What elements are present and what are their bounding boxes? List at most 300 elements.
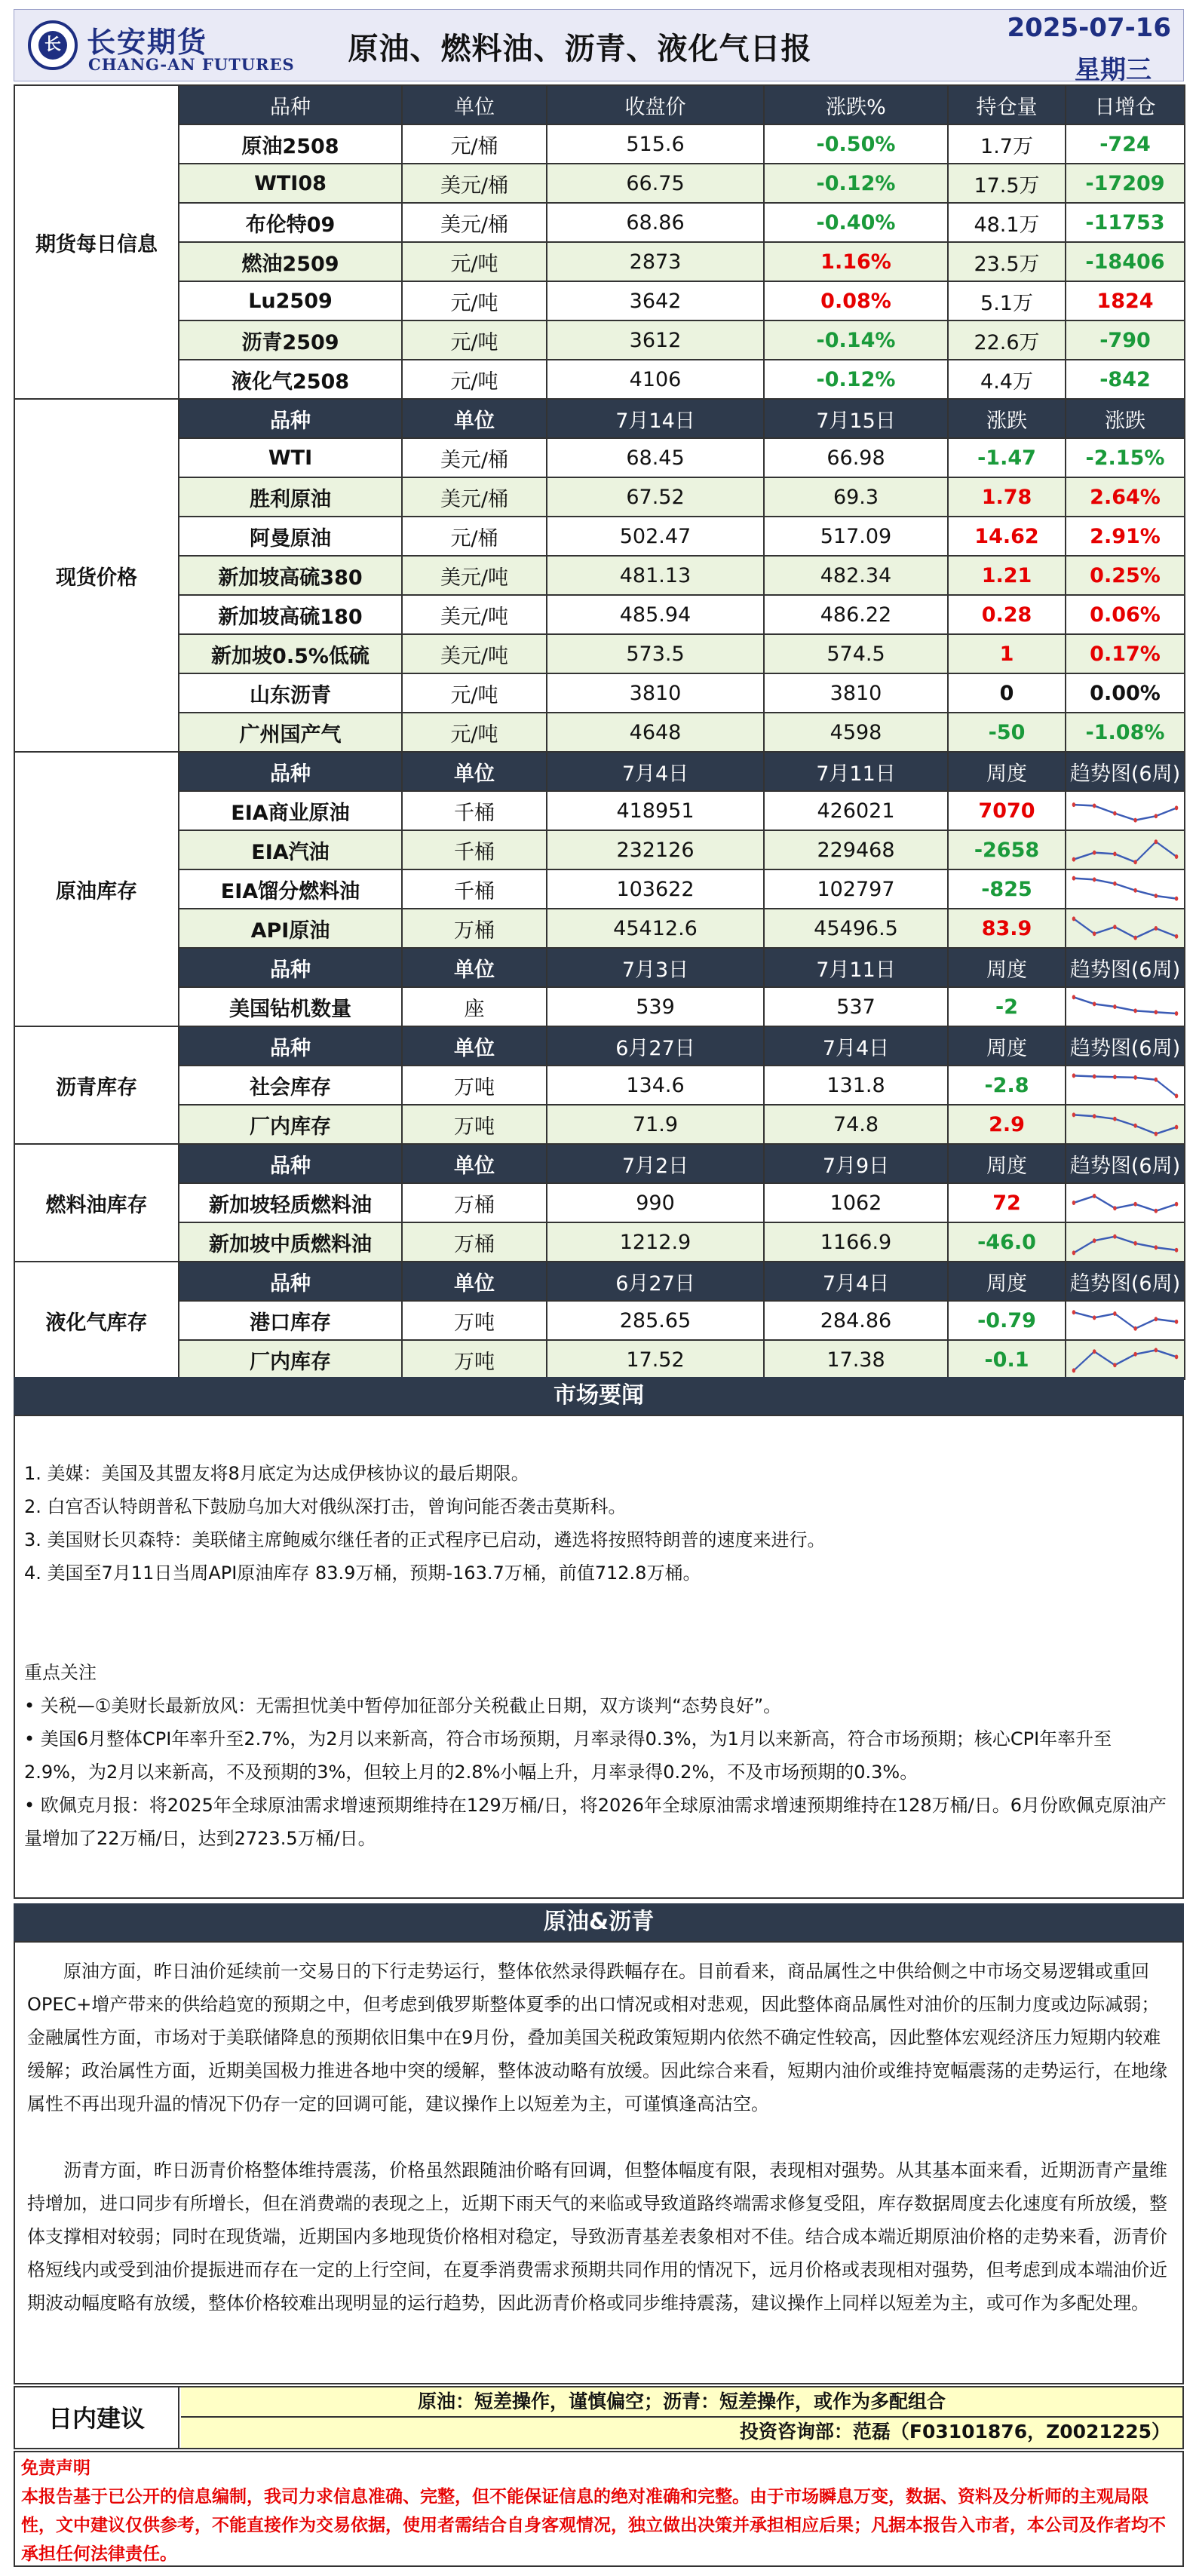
row-change-pct: 0.17% [1066, 634, 1185, 673]
row-name: 新加坡高硫380 [179, 556, 402, 595]
row-value-2: 486.22 [764, 595, 948, 634]
trend-point [1072, 1310, 1075, 1314]
logo-en-text: CHANG-AN FUTURES [88, 55, 295, 74]
row-weekly-change: 72 [948, 1183, 1066, 1222]
column-header: 涨跌% [764, 85, 948, 124]
row-name: EIA汽油 [179, 830, 402, 869]
advice-box [14, 2386, 1184, 2449]
trend-line [1074, 918, 1176, 937]
row-name: 山东沥青 [179, 673, 402, 713]
row-change-pct: 0.25% [1066, 556, 1185, 595]
column-header: 7月14日 [547, 399, 764, 438]
row-change-pct: 2.91% [1066, 517, 1185, 556]
table-row [14, 634, 1185, 673]
row-unit: 美元/桶 [402, 203, 547, 242]
column-header: 单位 [402, 948, 547, 987]
table-row [14, 281, 1185, 320]
row-name: API原油 [179, 909, 402, 948]
trend-sparkline [1066, 909, 1185, 948]
row-value-1: 481.13 [547, 556, 764, 595]
trend-point [1133, 860, 1136, 864]
trend-point [1155, 1245, 1158, 1250]
trend-point [1113, 1234, 1116, 1239]
trend-point [1133, 936, 1136, 940]
data-table [14, 84, 1185, 1380]
row-unit: 万吨 [402, 1301, 547, 1340]
column-header: 涨跌 [1066, 399, 1185, 438]
row-value-2: 284.86 [764, 1301, 948, 1340]
row-name: 新加坡轻质燃料油 [179, 1183, 402, 1222]
row-unit: 万吨 [402, 1340, 547, 1379]
section-label: 原油库存 [14, 752, 179, 1026]
table-row [14, 909, 1185, 948]
trend-line [1074, 1115, 1176, 1133]
trend-sparkline [1066, 1183, 1185, 1222]
table-row [14, 477, 1185, 517]
column-header: 日增仓 [1066, 85, 1185, 124]
column-header: 单位 [402, 752, 547, 791]
row-weekly-change: 7070 [948, 791, 1066, 830]
trend-point [1133, 818, 1136, 823]
row-value-1: 4648 [547, 713, 764, 752]
analysis-paragraph: 原油方面，昨日油价延续前一交易日的下行走势运行，整体依然录得跌幅存在。目前看来，商品属性之中供给侧之中市场交易逻辑或重回OPEC+增产带来的供给趋宽的预期之中，但考虑到俄罗斯整体夏季的出口情况或相对悲观，因此整体商品属性对油价的压制力度或边际减弱；金融属性方面，市场对于美联储降息的预期依旧集中在9月份，叠加美国关税政策短期内依然不确定性较高，因此整体宏观经济压力短期内较难缓解；政治属性方面，近期美国极力推进各地中突的缓解，整体波动略有放缓。因此综合来看，短期内油价或维持宽幅震荡的走势运行，在地缘属性不再出现升温的情况下仍存一定的回调可能，建议操作上以短差为主，可谨慎逢高沽空。 [27, 1961, 1167, 2114]
news-item: 2. 白宫否认特朗普私下鼓励乌加大对俄纵深打击，曾询问能否袭击莫斯科。 [24, 1496, 627, 1517]
row-value-1: 232126 [547, 830, 764, 869]
row-change: 1.21 [948, 556, 1066, 595]
trend-point [1072, 802, 1075, 807]
row-value-2: 229468 [764, 830, 948, 869]
disclaimer-box [14, 2451, 1184, 2567]
trend-sparkline [1066, 791, 1185, 830]
row-value-1: 1212.9 [547, 1222, 764, 1262]
row-unit: 千桶 [402, 791, 547, 830]
column-header: 趋势图(6周) [1066, 1144, 1185, 1183]
row-unit: 美元/桶 [402, 438, 547, 477]
trend-point [1155, 1078, 1158, 1082]
column-header: 7月4日 [764, 1026, 948, 1066]
trend-point [1093, 1114, 1096, 1118]
trend-sparkline [1066, 1340, 1185, 1379]
column-header: 品种 [179, 1026, 402, 1066]
row-value-1: 990 [547, 1183, 764, 1222]
row-change-pct: -0.40% [764, 203, 948, 242]
trend-point [1093, 1315, 1096, 1320]
row-value-1: 17.52 [547, 1340, 764, 1379]
row-change-pct: 0.08% [764, 281, 948, 320]
table-header-row [14, 1262, 1185, 1301]
trend-point [1093, 804, 1096, 808]
trend-point [1093, 851, 1096, 855]
trend-sparkline-svg [1069, 1343, 1181, 1376]
trend-point [1175, 1202, 1178, 1207]
row-unit: 万吨 [402, 1105, 547, 1144]
trend-point [1175, 1354, 1178, 1359]
advice-label: 日内建议 [15, 2387, 179, 2448]
trend-line [1074, 1237, 1176, 1253]
row-change-pct: -0.50% [764, 124, 948, 164]
row-unit: 元/吨 [402, 360, 547, 399]
trend-point [1072, 1073, 1075, 1078]
trend-point [1133, 1202, 1136, 1207]
row-change-pct: 1.16% [764, 242, 948, 281]
column-header: 7月3日 [547, 948, 764, 987]
section-label: 期货每日信息 [14, 85, 179, 399]
trend-point [1093, 1074, 1096, 1078]
row-name: 新加坡0.5%低硫 [179, 634, 402, 673]
section-label: 现货价格 [14, 399, 179, 752]
trend-point [1072, 1250, 1075, 1255]
trend-sparkline [1066, 830, 1185, 869]
row-open-interest: 17.5万 [948, 164, 1066, 203]
column-header: 品种 [179, 752, 402, 791]
column-header: 7月11日 [764, 948, 948, 987]
column-header: 周度 [948, 1144, 1066, 1183]
row-value-2: 1166.9 [764, 1222, 948, 1262]
row-open-interest: 48.1万 [948, 203, 1066, 242]
row-value-1: 45412.6 [547, 909, 764, 948]
row-unit: 元/吨 [402, 242, 547, 281]
trend-point [1155, 1317, 1158, 1321]
row-unit: 元/吨 [402, 673, 547, 713]
column-header: 7月2日 [547, 1144, 764, 1183]
logo-mark: 长 [38, 31, 67, 60]
row-close: 3642 [547, 281, 764, 320]
report-header [14, 9, 1184, 85]
table-header-row [14, 399, 1185, 438]
row-name: 港口库存 [179, 1301, 402, 1340]
row-name: 胜利原油 [179, 477, 402, 517]
section-label: 燃料油库存 [14, 1144, 179, 1262]
column-header: 单位 [402, 1026, 547, 1066]
table-row [14, 869, 1185, 909]
logo-cn-text: 长安期货 [87, 26, 208, 59]
row-unit: 美元/吨 [402, 556, 547, 595]
news-item: 3. 美国财长贝森特：美联储主席鲍威尔继任者的正式程序已启动，遴选将按照特朗普的速度来进行。 [24, 1529, 826, 1550]
row-unit: 元/吨 [402, 320, 547, 360]
row-value-2: 574.5 [764, 634, 948, 673]
row-value-2: 69.3 [764, 477, 948, 517]
column-header: 品种 [179, 85, 402, 124]
row-unit: 千桶 [402, 869, 547, 909]
trend-point [1093, 1194, 1096, 1198]
row-name: Lu2509 [179, 281, 402, 320]
row-open-interest: 23.5万 [948, 242, 1066, 281]
row-change: 1 [948, 634, 1066, 673]
row-change-pct: 2.64% [1066, 477, 1185, 517]
trend-sparkline-svg [1069, 1304, 1181, 1337]
trend-point [1175, 1248, 1178, 1253]
news-list [15, 1416, 1182, 1855]
report-weekday: 星期三 [1075, 55, 1152, 85]
column-header: 趋势图(6周) [1066, 948, 1185, 987]
trend-point [1113, 1363, 1116, 1367]
row-name: 广州国产气 [179, 713, 402, 752]
table-header-row [14, 948, 1185, 987]
table-row [14, 1222, 1185, 1262]
table-header-row [14, 1144, 1185, 1183]
table-row [14, 517, 1185, 556]
trend-sparkline [1066, 987, 1185, 1026]
news-spacer [24, 1590, 1173, 1656]
trend-point [1093, 931, 1096, 936]
row-name: 厂内库存 [179, 1105, 402, 1144]
row-open-interest: 1.7万 [948, 124, 1066, 164]
analysis-text [15, 1943, 1182, 2320]
column-header: 周度 [948, 948, 1066, 987]
row-name: 新加坡高硫180 [179, 595, 402, 634]
row-value-2: 4598 [764, 713, 948, 752]
row-value-1: 3810 [547, 673, 764, 713]
row-change: 0 [948, 673, 1066, 713]
trend-point [1155, 839, 1158, 844]
section-label: 沥青库存 [14, 1026, 179, 1144]
row-value-2: 482.34 [764, 556, 948, 595]
row-value-2: 426021 [764, 791, 948, 830]
trend-sparkline-svg [1069, 1186, 1181, 1219]
news-item: 1. 美媒：美国及其盟友将8月底定为达成伊核协议的最后期限。 [24, 1463, 529, 1484]
row-close: 515.6 [547, 124, 764, 164]
table-row [14, 203, 1185, 242]
row-unit: 座 [402, 987, 547, 1026]
row-change: -50 [948, 713, 1066, 752]
row-unit: 元/吨 [402, 713, 547, 752]
trend-point [1155, 1348, 1158, 1352]
row-change: 1.78 [948, 477, 1066, 517]
row-change-pct: -1.08% [1066, 713, 1185, 752]
trend-point [1113, 925, 1116, 929]
row-unit: 万桶 [402, 1222, 547, 1262]
row-change: 0.28 [948, 595, 1066, 634]
table-row [14, 673, 1185, 713]
column-header: 周度 [948, 1262, 1066, 1301]
row-weekly-change: -2.8 [948, 1066, 1066, 1105]
focus-title: 重点关注 [24, 1662, 97, 1683]
trend-point [1072, 1201, 1075, 1205]
trend-point [1072, 857, 1075, 862]
row-change-pct: -0.14% [764, 320, 948, 360]
row-name: 厂内库存 [179, 1340, 402, 1379]
row-weekly-change: -0.1 [948, 1340, 1066, 1379]
column-header: 6月27日 [547, 1026, 764, 1066]
trend-point [1175, 1125, 1178, 1130]
trend-point [1175, 854, 1178, 859]
row-weekly-change: -825 [948, 869, 1066, 909]
trend-point [1133, 1241, 1136, 1246]
row-value-1: 67.52 [547, 477, 764, 517]
trend-point [1133, 1075, 1136, 1080]
row-value-1: 539 [547, 987, 764, 1026]
column-header: 7月15日 [764, 399, 948, 438]
trend-point [1175, 1320, 1178, 1324]
row-value-2: 102797 [764, 869, 948, 909]
table-row [14, 713, 1185, 752]
trend-point [1093, 877, 1096, 882]
trend-sparkline [1066, 1301, 1185, 1340]
analysis-title: 原油&沥青 [14, 1903, 1184, 1941]
row-unit: 美元/桶 [402, 164, 547, 203]
table-header-row [14, 85, 1185, 124]
column-header: 周度 [948, 752, 1066, 791]
row-close: 4106 [547, 360, 764, 399]
table-row [14, 595, 1185, 634]
disclaimer-title: 免责声明 [21, 2458, 90, 2478]
row-value-2: 45496.5 [764, 909, 948, 948]
column-header: 收盘价 [547, 85, 764, 124]
trend-sparkline [1066, 1222, 1185, 1262]
table-row [14, 987, 1185, 1026]
trend-line [1074, 842, 1176, 862]
row-value-1: 502.47 [547, 517, 764, 556]
trend-sparkline-svg [1069, 1069, 1181, 1102]
table-row [14, 438, 1185, 477]
trend-sparkline-svg [1069, 1108, 1181, 1141]
trend-point [1113, 811, 1116, 816]
row-daily-oi-change: -724 [1066, 124, 1185, 164]
column-header: 单位 [402, 1262, 547, 1301]
column-header: 6月27日 [547, 1262, 764, 1301]
trend-point [1175, 805, 1178, 810]
trend-point [1072, 1112, 1075, 1117]
column-header: 品种 [179, 1144, 402, 1183]
row-change-pct: -0.12% [764, 164, 948, 203]
trend-point [1113, 1004, 1116, 1009]
trend-sparkline [1066, 1105, 1185, 1144]
table-row [14, 791, 1185, 830]
trend-line [1074, 1312, 1176, 1329]
trend-point [1155, 1209, 1158, 1213]
trend-point [1093, 1349, 1096, 1354]
analysis-paragraph: 沥青方面，昨日沥青价格整体维持震荡，价格虽然跟随油价略有回调，但整体幅度有限，表现相对强势。从其基本面来看，近期沥青产量维持增加，进口同步有所增长，但在消费端的表现之上，近期下雨天气的来临或导致道路终端需求修复受阻，库存数据周度去化速度有所放缓，整体支撑相对较弱；同时在现货端，近期国内多地现货价格相对稳定，导致沥青基差表象相对不佳。结合成本端近期原油价格的走势来看，沥青价格短线内或受到油价提振进而存在一定的上行空间，在夏季消费需求预期共同作用的情况下，远月价格或表现相对强势，但考虑到成本端油价近期波动幅度略有放缓，整体价格较难出现明显的运行趋势，因此沥青价格或同步维持震荡，建议操作上同样以短差为主，或可作为多配处理。 [27, 2160, 1167, 2314]
row-daily-oi-change: -17209 [1066, 164, 1185, 203]
row-name: 沥青2509 [179, 320, 402, 360]
row-name: 社会库存 [179, 1066, 402, 1105]
column-header: 单位 [402, 1144, 547, 1183]
row-daily-oi-change: -11753 [1066, 203, 1185, 242]
trend-point [1093, 1238, 1096, 1243]
row-unit: 元/吨 [402, 281, 547, 320]
trend-point [1113, 1117, 1116, 1121]
row-name: EIA馏分燃料油 [179, 869, 402, 909]
column-header: 持仓量 [948, 85, 1066, 124]
row-weekly-change: -2 [948, 987, 1066, 1026]
row-change-pct: -2.15% [1066, 438, 1185, 477]
row-unit: 万桶 [402, 1183, 547, 1222]
advice-author: 投资咨询部：范磊（F03101876，Z0021225） [181, 2418, 1182, 2448]
row-weekly-change: -2658 [948, 830, 1066, 869]
row-daily-oi-change: -842 [1066, 360, 1185, 399]
trend-line [1074, 1075, 1176, 1096]
column-header: 品种 [179, 948, 402, 987]
column-header: 7月11日 [764, 752, 948, 791]
trend-point [1133, 888, 1136, 893]
row-unit: 万桶 [402, 909, 547, 948]
row-value-2: 1062 [764, 1183, 948, 1222]
row-name: 燃油2509 [179, 242, 402, 281]
row-value-1: 573.5 [547, 634, 764, 673]
trend-point [1155, 814, 1158, 818]
column-header: 7月4日 [547, 752, 764, 791]
row-value-2: 517.09 [764, 517, 948, 556]
row-weekly-change: -46.0 [948, 1222, 1066, 1262]
column-header: 品种 [179, 1262, 402, 1301]
trend-point [1155, 926, 1158, 931]
trend-point [1093, 1001, 1096, 1006]
trend-point [1175, 934, 1178, 939]
table-row [14, 830, 1185, 869]
table-row [14, 242, 1185, 281]
trend-sparkline-svg [1069, 1225, 1181, 1259]
row-name: 原油2508 [179, 124, 402, 164]
row-close: 68.86 [547, 203, 764, 242]
row-value-1: 103622 [547, 869, 764, 909]
row-unit: 美元/吨 [402, 595, 547, 634]
news-item: 4. 美国至7月11日当周API原油库存 83.9万桶，预期-163.7万桶，前值712.8万桶。 [24, 1562, 701, 1584]
table-row [14, 1301, 1185, 1340]
table-header-row [14, 1026, 1185, 1066]
news-title: 市场要闻 [14, 1377, 1184, 1415]
trend-point [1072, 916, 1075, 921]
focus-item: • 关税—①美财长最新放风：无需担忧美中暂停加征部分关税截止日期，双方谈判“态势良好”。 [24, 1695, 782, 1716]
row-value-2: 3810 [764, 673, 948, 713]
trend-point [1072, 995, 1075, 999]
table-row [14, 164, 1185, 203]
row-value-1: 134.6 [547, 1066, 764, 1105]
trend-sparkline [1066, 1066, 1185, 1105]
row-name: 布伦特09 [179, 203, 402, 242]
row-daily-oi-change: -790 [1066, 320, 1185, 360]
trend-point [1133, 1352, 1136, 1357]
row-unit: 元/桶 [402, 124, 547, 164]
changan-logo-icon [28, 20, 78, 70]
advice-text: 原油：短差操作，谨慎偏空；沥青：短差操作，或作为多配组合 [181, 2387, 1182, 2418]
row-name: WTI08 [179, 164, 402, 203]
section-label: 液化气库存 [14, 1262, 179, 1379]
row-unit: 万吨 [402, 1066, 547, 1105]
table-row [14, 124, 1185, 164]
row-name: EIA商业原油 [179, 791, 402, 830]
trend-point [1175, 1011, 1178, 1016]
row-name: 阿曼原油 [179, 517, 402, 556]
row-name: 新加坡中质燃料油 [179, 1222, 402, 1262]
column-header: 趋势图(6周) [1066, 1262, 1185, 1301]
row-open-interest: 5.1万 [948, 281, 1066, 320]
column-header: 趋势图(6周) [1066, 752, 1185, 791]
table-header-row [14, 752, 1185, 791]
trend-line [1074, 805, 1176, 820]
trend-point [1155, 894, 1158, 898]
trend-point [1113, 1075, 1116, 1079]
row-value-2: 66.98 [764, 438, 948, 477]
focus-item: • 美国6月整体CPI年率升至2.7%，为2月以来新高，符合市场预期，月率录得0.3%，为1月以来新高，符合市场预期；核心CPI年率升至2.9%，为2月以来新高，不及预期的3%，但较上月的2.8%小幅上升，月率录得0.2%，不及市场预期的0.3%。 [24, 1728, 1112, 1783]
column-header: 周度 [948, 1026, 1066, 1066]
row-change-pct: 0.00% [1066, 673, 1185, 713]
row-value-2: 17.38 [764, 1340, 948, 1379]
table-row [14, 1340, 1185, 1379]
trend-point [1175, 1093, 1178, 1098]
row-weekly-change: 83.9 [948, 909, 1066, 948]
trend-point [1155, 1010, 1158, 1014]
row-unit: 美元/桶 [402, 477, 547, 517]
table-row [14, 1066, 1185, 1105]
trend-sparkline-svg [1069, 912, 1181, 945]
trend-sparkline-svg [1069, 872, 1181, 906]
trend-sparkline-svg [1069, 990, 1181, 1023]
trend-point [1113, 1206, 1116, 1210]
row-weekly-change: -0.79 [948, 1301, 1066, 1340]
row-change: -1.47 [948, 438, 1066, 477]
trend-point [1155, 1132, 1158, 1136]
column-header: 单位 [402, 399, 547, 438]
